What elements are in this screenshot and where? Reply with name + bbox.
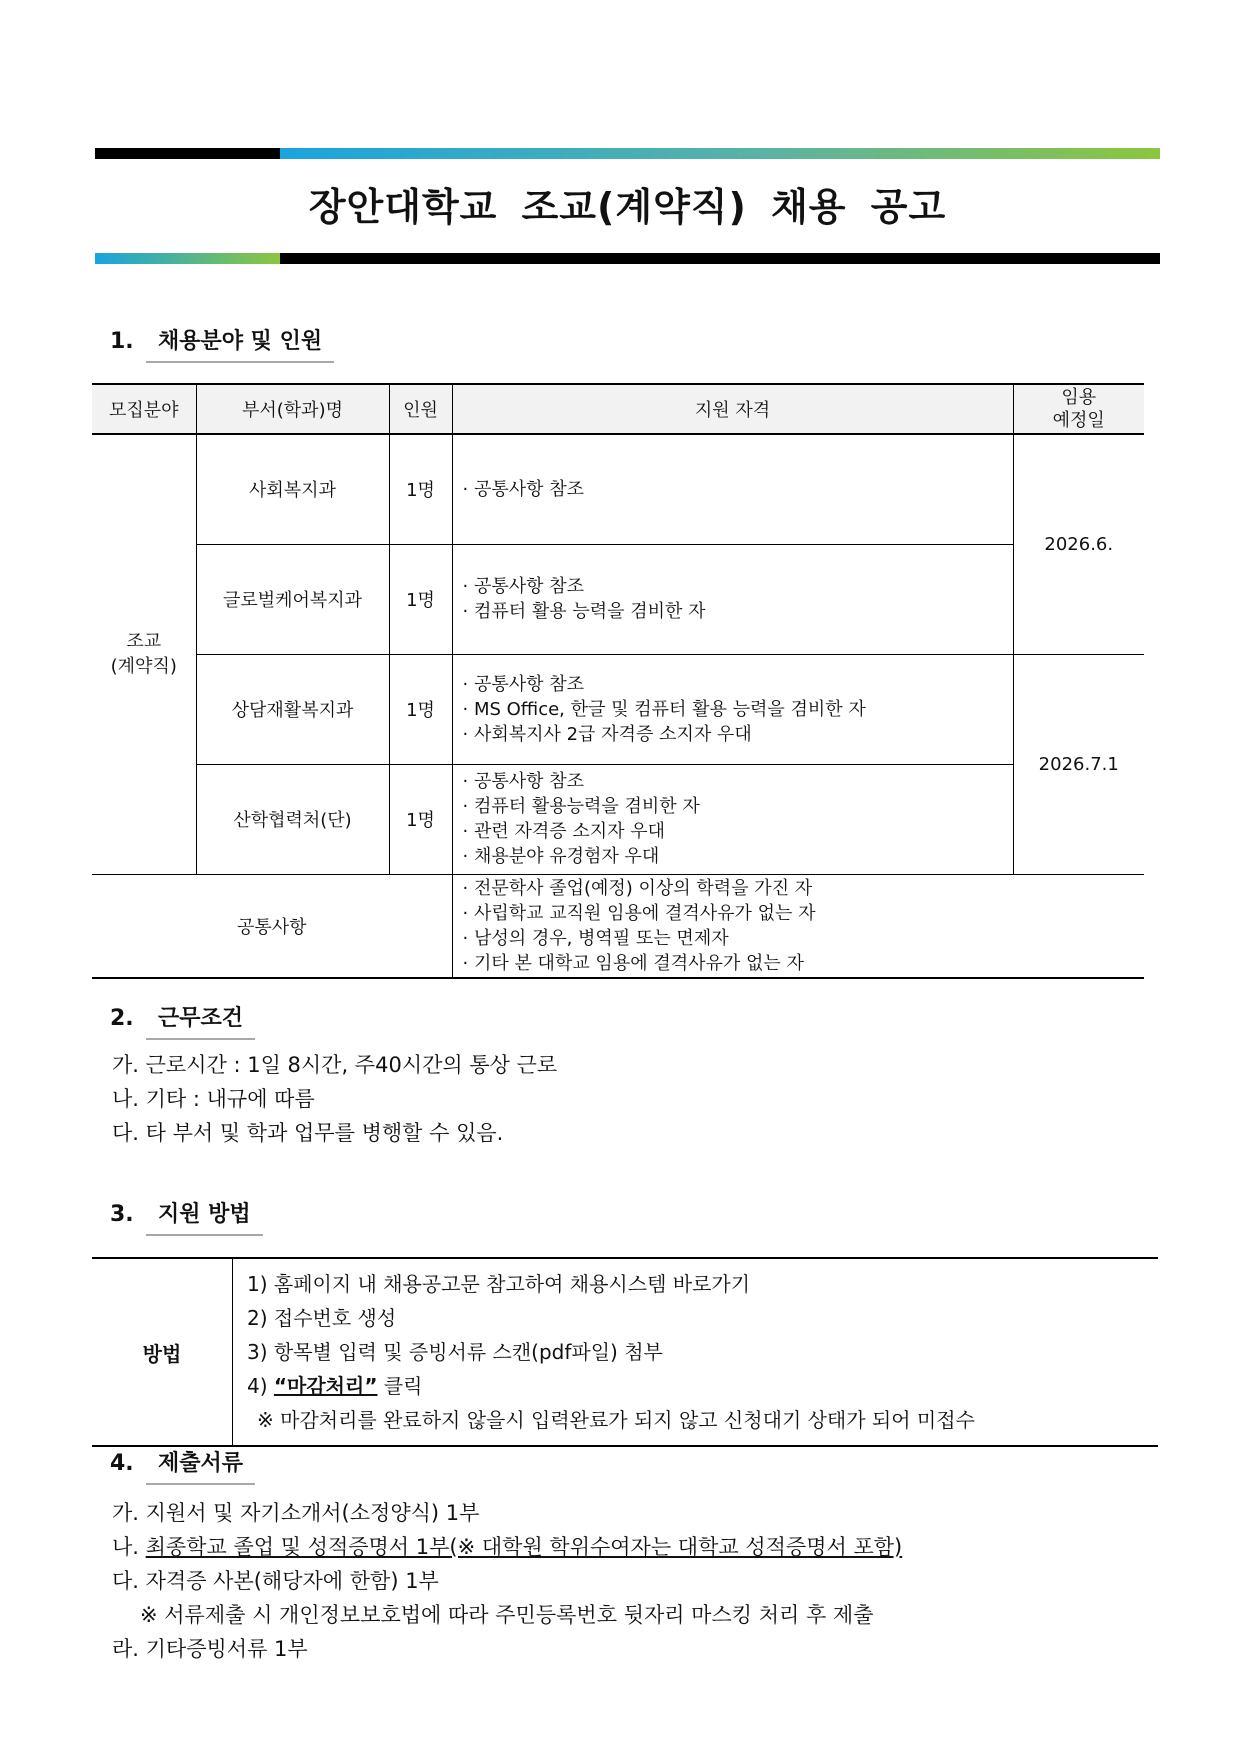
section-heading-4: [110, 1446, 255, 1485]
document-line: 가. 지원서 및 자기소개서(소정양식) 1부: [112, 1501, 480, 1525]
table-row: [92, 654, 1144, 764]
section-number: 2.: [110, 1006, 134, 1031]
section-title: 지원 방법: [146, 1197, 263, 1236]
table-header-row: [92, 384, 1144, 434]
section-title: 제출서류: [146, 1446, 255, 1485]
section-heading-1: [110, 324, 334, 363]
table-row: [92, 434, 1144, 544]
header-cell: 인원: [389, 384, 452, 434]
header-cell: 모집분야: [92, 384, 196, 434]
method-step: 1) 홈페이지 내 채용공고문 참고하여 채용시스템 바로가기: [247, 1272, 751, 1296]
dept-cell: 사회복지과: [196, 434, 389, 544]
section-heading-2: [110, 1001, 255, 1040]
common-label-cell: 공통사항: [92, 874, 452, 978]
method-step: 2) 접수번호 생성: [247, 1306, 397, 1330]
document-prefix: 나.: [112, 1535, 146, 1559]
document-note: ※ 서류제출 시 개인정보보호법에 따라 주민등록번호 뒷자리 마스킹 처리 후 제출: [140, 1603, 874, 1627]
method-label-cell: 방법: [92, 1258, 233, 1446]
document-line: [112, 1531, 902, 1561]
count-cell: 1명: [389, 434, 452, 544]
step-prefix: 4): [247, 1374, 274, 1398]
dept-cell: 상담재활복지과: [196, 654, 389, 764]
decor-bar-top-black: [95, 148, 280, 159]
condition-line: 가. 근로시간 : 1일 8시간, 주40시간의 통상 근로: [112, 1053, 558, 1077]
section-number: 3.: [110, 1202, 134, 1227]
header-cell: 지원 자격: [452, 384, 1013, 434]
document-line: 라. 기타증빙서류 1부: [112, 1637, 308, 1661]
recruitment-table: [92, 383, 1144, 979]
dept-cell: 산학협력처(단): [196, 764, 389, 874]
date-cell: 2026.7.1: [1013, 654, 1144, 874]
document-underlined: 최종학교 졸업 및 성적증명서 1부(※ 대학원 학위수여자는 대학교 성적증명서 포함): [145, 1535, 903, 1559]
quals-cell: · 공통사항 참조 · MS Office, 한글 및 컴퓨터 활용 능력을 겸비한 자 · 사회복지사 2급 자격증 소지자 우대: [452, 654, 1013, 764]
dept-cell: 글로벌케어복지과: [196, 544, 389, 654]
section-number: 4.: [110, 1451, 134, 1476]
method-content-cell: [233, 1258, 1159, 1446]
category-cell: 조교 (계약직): [92, 434, 196, 874]
header-cell: 임용 예정일: [1013, 384, 1144, 434]
date-cell: 2026.6.: [1013, 434, 1144, 654]
quals-cell: · 공통사항 참조 · 컴퓨터 활용 능력을 겸비한 자: [452, 544, 1013, 654]
count-cell: 1명: [389, 654, 452, 764]
step-suffix: 클릭: [377, 1374, 423, 1398]
method-note: ※ 마감처리를 완료하지 않을시 입력완료가 되지 않고 신청대기 상태가 되어 미접수: [257, 1408, 975, 1432]
method-table: [92, 1257, 1158, 1447]
page-title: 장안대학교 조교(계약직) 채용 공고: [308, 185, 947, 229]
section-title: 채용분야 및 인원: [146, 324, 334, 363]
quals-cell: · 공통사항 참조: [452, 434, 1013, 544]
header-cell: 부서(학과)명: [196, 384, 389, 434]
table-row: [92, 764, 1144, 874]
decor-bar-top-gradient: [280, 148, 1160, 159]
condition-line: 다. 타 부서 및 학과 업무를 병행할 수 있음.: [112, 1121, 504, 1145]
table-row-common: [92, 874, 1144, 978]
section-number: 1.: [110, 329, 134, 354]
count-cell: 1명: [389, 764, 452, 874]
count-cell: 1명: [389, 544, 452, 654]
decor-bar-bottom-gradient: [95, 253, 280, 264]
step-highlight: “마감처리”: [273, 1374, 378, 1398]
common-quals-cell: · 전문학사 졸업(예정) 이상의 학력을 가진 자 · 사립학교 교직원 임용에 결격사유가 없는 자 · 남성의 경우, 병역필 또는 면제자 · 기타 본 대학교 임용에 결격사유가 없는 자: [452, 874, 1144, 978]
quals-cell: · 공통사항 참조 · 컴퓨터 활용능력을 겸비한 자 · 관련 자격증 소지자 우대 · 채용분야 유경험자 우대: [452, 764, 1013, 874]
section-heading-3: [110, 1197, 263, 1236]
document-line: 다. 자격증 사본(해당자에 한함) 1부: [112, 1569, 439, 1593]
method-step: 3) 항목별 입력 및 증빙서류 스캔(pdf파일) 첨부: [247, 1340, 663, 1364]
condition-line: 나. 기타 : 내규에 따름: [112, 1087, 315, 1111]
section-title: 근무조건: [146, 1001, 255, 1040]
table-row: [92, 544, 1144, 654]
method-step: [247, 1369, 1158, 1403]
decor-bar-bottom-black: [280, 253, 1160, 264]
method-row: [92, 1258, 1158, 1446]
